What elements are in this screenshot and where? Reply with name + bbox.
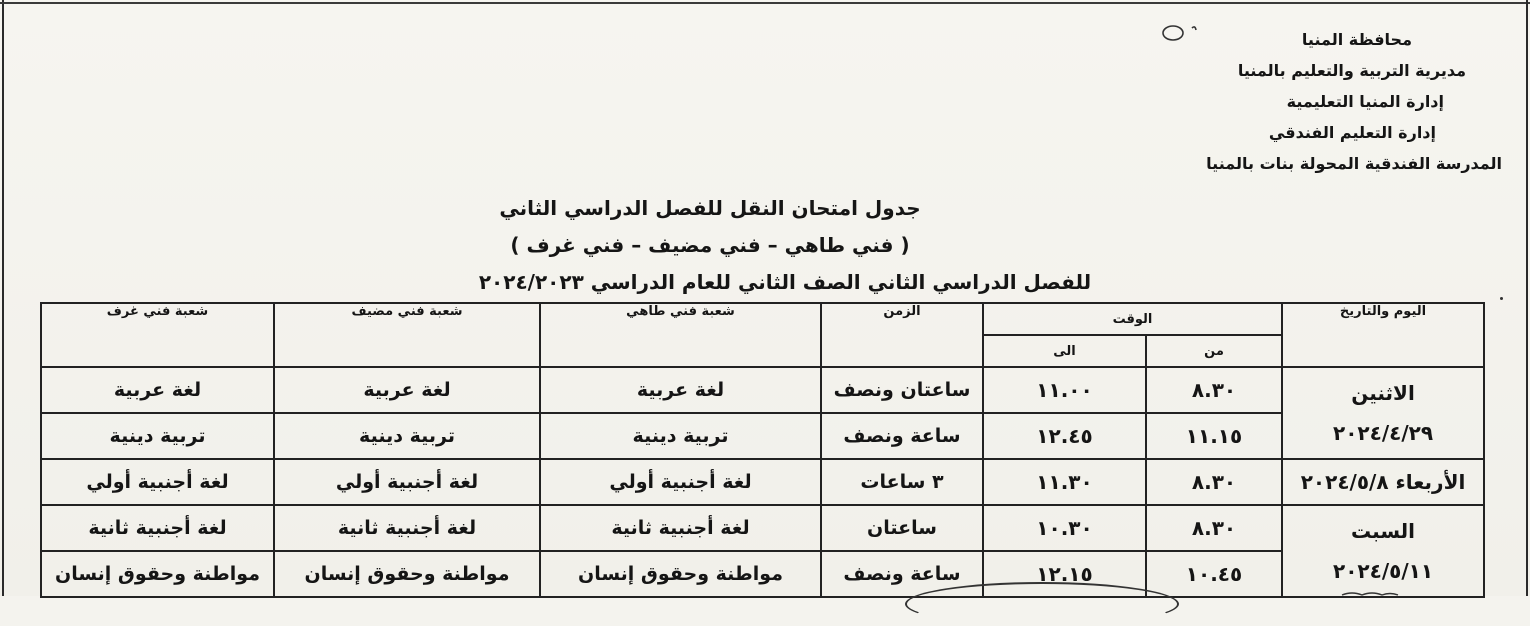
duration-cell: ساعة ونصف	[821, 551, 983, 597]
duration-cell: ساعة ونصف	[821, 413, 983, 459]
time-from: ٨.٣٠	[1146, 367, 1282, 413]
duration-cell: ساعتان ونصف	[821, 367, 983, 413]
table-row	[41, 459, 1484, 505]
rooms-subject: مواطنة وحقوق إنسان	[41, 551, 274, 597]
table-row	[41, 367, 1484, 413]
header-day-date: اليوم والتاريخ	[1282, 303, 1484, 367]
chef-subject: لغة عربية	[540, 367, 821, 413]
steward-subject: تربية دينية	[274, 413, 540, 459]
title-line-1: جدول امتحان النقل للفصل الدراسي الثاني	[499, 196, 921, 220]
header-duration: الزمن	[821, 303, 983, 367]
rooms-subject: لغة عربية	[41, 367, 274, 413]
chef-subject: تربية دينية	[540, 413, 821, 459]
day-date-cell	[1282, 367, 1484, 459]
header-administration: إدارة المنيا التعليمية	[1286, 92, 1444, 111]
time-from: ١١.١٥	[1146, 413, 1282, 459]
duration-cell: ٣ ساعات	[821, 459, 983, 505]
schedule-title	[360, 190, 1092, 301]
duration-cell: ساعتان	[821, 505, 983, 551]
table-header-row	[41, 303, 1484, 335]
time-from: ٨.٣٠	[1146, 459, 1282, 505]
steward-subject: مواطنة وحقوق إنسان	[274, 551, 540, 597]
time-to: ١١.٣٠	[983, 459, 1146, 505]
ink-dot	[1500, 297, 1503, 300]
day-name: الاثنين	[1351, 381, 1415, 405]
header-directorate: مديرية التربية والتعليم بالمنيا	[1237, 61, 1466, 80]
document-header	[1206, 24, 1502, 179]
handwriting-scrap-icon	[1340, 590, 1400, 596]
time-from: ٨.٣٠	[1146, 505, 1282, 551]
handwritten-mark-icon	[1158, 18, 1202, 44]
steward-subject: لغة عربية	[274, 367, 540, 413]
day-name: الأربعاء ٢٠٢٤/٥/٨	[1300, 470, 1466, 494]
table-row	[41, 413, 1484, 459]
header-to: الى	[983, 335, 1146, 367]
chef-subject: لغة أجنبية أولي	[540, 459, 821, 505]
header-rooms: شعبة فني غرف	[41, 303, 274, 367]
page-border-left	[2, 0, 4, 596]
time-from: ١٠.٤٥	[1146, 551, 1282, 597]
time-to: ١١.٠٠	[983, 367, 1146, 413]
header-hotel-education: إدارة التعليم الفندقي	[1268, 123, 1436, 142]
steward-subject: لغة أجنبية أولي	[274, 459, 540, 505]
chef-subject: لغة أجنبية ثانية	[540, 505, 821, 551]
title-line-2: ( فني طاهي – فني مضيف – فني غرف )	[510, 233, 910, 257]
day-date-cell	[1282, 459, 1484, 505]
time-to: ١٢.٤٥	[983, 413, 1146, 459]
day-date: ٢٠٢٤/٥/١١	[1332, 559, 1434, 583]
header-governorate: محافظة المنيا	[1301, 30, 1412, 49]
header-time: الوقت	[983, 303, 1282, 335]
day-date-cell	[1282, 505, 1484, 597]
header-chef: شعبة فني طاهي	[540, 303, 821, 367]
table-row	[41, 505, 1484, 551]
time-to: ١٢.١٥	[983, 551, 1146, 597]
table-row	[41, 551, 1484, 597]
time-to: ١٠.٣٠	[983, 505, 1146, 551]
header-from: من	[1146, 335, 1282, 367]
page-border-top	[0, 2, 1530, 4]
rooms-subject: تربية دينية	[41, 413, 274, 459]
day-name: السبت	[1350, 519, 1416, 543]
page-border-right	[1526, 0, 1528, 596]
header-school: المدرسة الفندقية المحولة بنات بالمنيا	[1206, 154, 1502, 173]
header-steward: شعبة فني مضيف	[274, 303, 540, 367]
exam-schedule-table	[40, 302, 1485, 598]
chef-subject: مواطنة وحقوق إنسان	[540, 551, 821, 597]
stamp-outline	[905, 582, 1179, 626]
day-date: ٢٠٢٤/٤/٢٩	[1332, 421, 1434, 445]
steward-subject: لغة أجنبية ثانية	[274, 505, 540, 551]
rooms-subject: لغة أجنبية ثانية	[41, 505, 274, 551]
title-line-3: للفصل الدراسي الثاني الصف الثاني للعام الدراسي ٢٠٢٤/٢٠٢٣	[478, 270, 1092, 294]
rooms-subject: لغة أجنبية أولي	[41, 459, 274, 505]
